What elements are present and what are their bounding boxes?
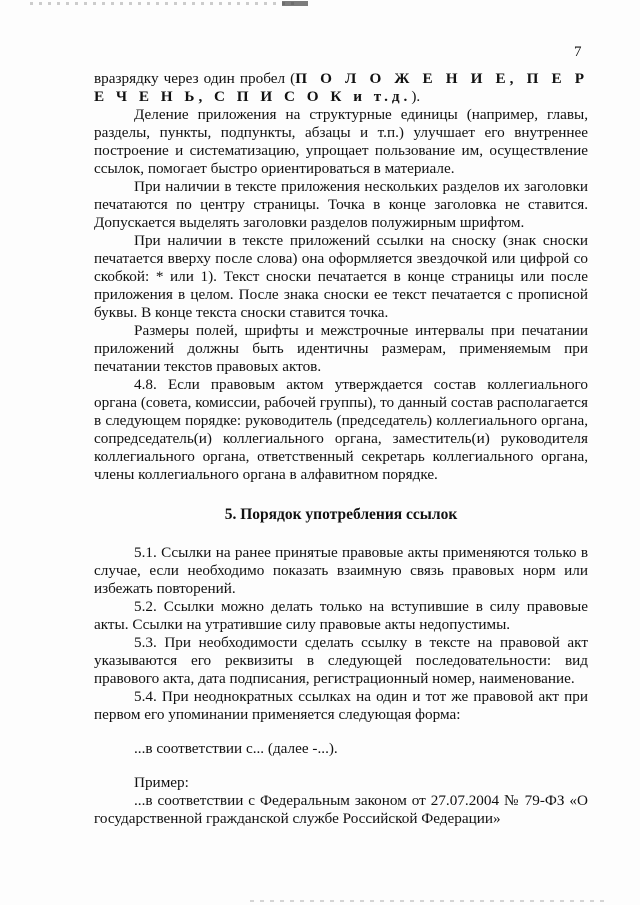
- intro-text-end: ).: [411, 88, 421, 105]
- paragraph-5-2: 5.2. Ссылки можно делать только на вступившие в силу правовые акты. Ссылки на утратившие силу правовые акты недопустимы.: [94, 598, 588, 633]
- intro-text: вразрядку через один пробел (: [94, 70, 296, 87]
- page-number: 7: [574, 44, 582, 60]
- scan-artifact-top-mark: [282, 1, 308, 6]
- paragraph-5-1: 5.1. Ссылки на ранее принятые правовые акты применяются только в случае, если необходимо показать взаимную связь правовых норм или избежать повторений.: [94, 544, 588, 597]
- paragraph-margins: Размеры полей, шрифты и межстрочные интервалы при печатании приложений должны быть идентичны размерам, применяемым при печатании текстов правовых актов.: [94, 322, 588, 375]
- example-text: ...в соответствии с Федеральным законом от 27.07.2004 № 79-ФЗ «О государственной гражданской службе Российской Федерации»: [94, 792, 588, 827]
- section-heading: 5. Порядок употребления ссылок: [224, 506, 458, 523]
- paragraph-footnotes: При наличии в тексте приложений ссылки на сноску (знак сноски печатается вверху после слова) она оформляется звездочкой или цифрой со скобкой: * или 1). Текст сноски печатается в конце страницы или после приложения в целом. После знака сноски ее текст печатается с прописной буквы. В конце текста сноски ставится точка.: [94, 232, 588, 321]
- intro-caps-example: П О Л О Ж Е Н И Е, П Е Р Е Ч Е Н Ь, С П И С О К и т.д.: [94, 70, 589, 105]
- document-body: [94, 70, 588, 828]
- scan-artifact-top: [30, 2, 300, 5]
- spacer: [94, 724, 588, 740]
- paragraph-5-3: 5.3. При необходимости сделать ссылку в тексте на правовой акт указываются его реквизиты в следующей последовательности: вид правового акта, дата подписания, регистрационный номер, наименование.: [94, 634, 588, 687]
- paragraph-headings: При наличии в тексте приложения нескольких разделов их заголовки печатаются по центру страницы. Точка в конце заголовка не ставится. Допускается выделять заголовки разделов полужирным шрифтом.: [94, 178, 588, 231]
- intro-paragraph: [94, 70, 588, 106]
- paragraph-4-8: 4.8. Если правовым актом утверждается состав коллегиального органа (совета, комиссии, рабочей группы), то данный состав располагается в следующем порядке: руководитель (председатель) коллегиального органа, сопредседатель(и) коллегиального органа, заместитель(и) руководителя коллегиального органа, ответственный секретарь коллегиального органа, члены коллегиального органа в алфавитном порядке.: [94, 376, 588, 483]
- spacer: [94, 758, 588, 774]
- paragraph-structure: Деление приложения на структурные единицы (например, главы, разделы, пункты, подпункты, абзацы и т.п.) улучшает его внутреннее построение и систематизацию, упрощает пользование им, осуществление ссылок, помогает быстро ориентироваться в материале.: [94, 106, 588, 177]
- paragraph-5-4: 5.4. При неоднократных ссылках на один и тот же правовой акт при первом его упоминании применяется следующая форма:: [94, 688, 588, 723]
- example-label: Пример:: [134, 774, 189, 791]
- reference-form: ...в соответствии с... (далее -...).: [134, 740, 338, 757]
- scan-artifact-bottom: [250, 900, 610, 902]
